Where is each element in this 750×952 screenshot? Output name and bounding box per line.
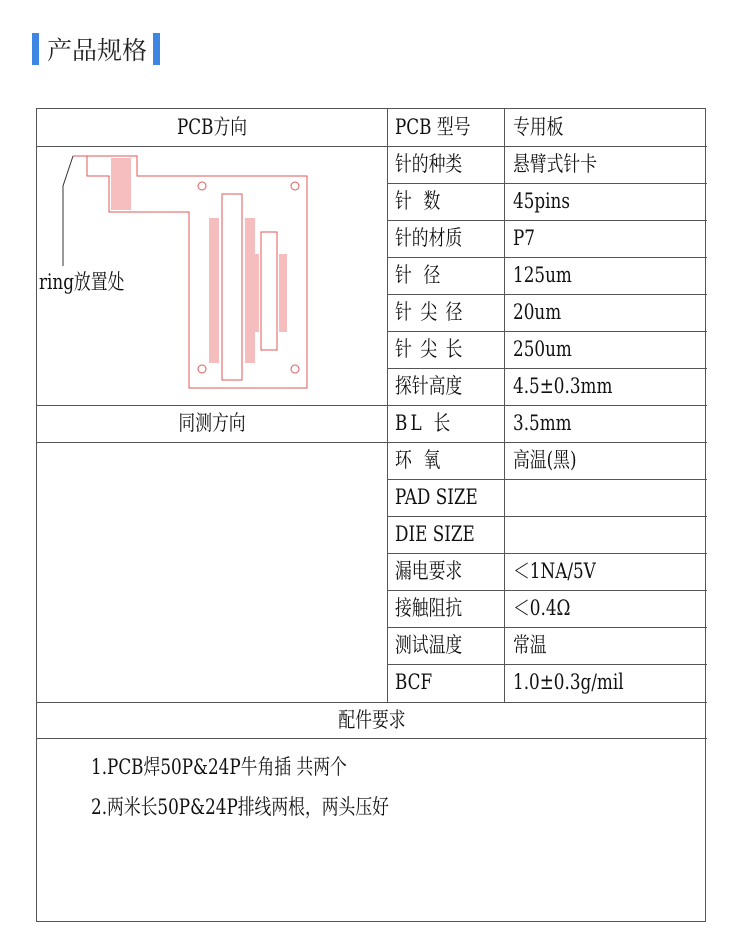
spec-value: ＜1NA/5V xyxy=(513,559,596,583)
spec-label: 针 数 xyxy=(395,189,444,213)
spec-label: 探针高度 xyxy=(395,374,463,398)
header-accent-bar-right xyxy=(153,33,160,65)
header-accent-bar-left xyxy=(32,33,39,65)
spec-label: 针的种类 xyxy=(395,152,463,176)
spec-label: 针的材质 xyxy=(395,226,463,250)
ring-position-label: ring放置处 xyxy=(39,270,125,294)
spec-label: 环 氧 xyxy=(395,448,444,472)
spec-label: PCB 型号 xyxy=(395,115,471,139)
spec-value: 1.0±0.3g/mil xyxy=(513,670,624,694)
section-header xyxy=(32,31,160,67)
accessory-title: 配件要求 xyxy=(338,708,406,732)
spec-label: 针 尖 长 xyxy=(395,337,465,361)
accessory-item: 2.两米长50P&24P排线两根，两头压好 xyxy=(91,795,389,819)
spec-value: 高温(黑) xyxy=(513,448,577,472)
spec-value: 250um xyxy=(513,337,572,361)
spec-value: 专用板 xyxy=(513,115,564,139)
spec-value: ＜0.4Ω xyxy=(513,596,571,620)
spec-value: P7 xyxy=(513,226,535,250)
spec-value: 20um xyxy=(513,300,562,324)
spec-value: 4.5±0.3mm xyxy=(513,374,613,398)
spec-value: 3.5mm xyxy=(513,411,572,435)
spec-label: 测试温度 xyxy=(395,633,463,657)
row-line xyxy=(37,442,707,443)
accessory-item: 1.PCB焊50P&24P牛角插 共两个 xyxy=(91,755,347,779)
test-direction-header: 同测方向 xyxy=(178,411,246,435)
spec-table xyxy=(36,108,706,922)
spec-label: 针 径 xyxy=(395,263,444,287)
pcb-direction-header: PCB方向 xyxy=(176,115,248,139)
spec-label: BL 长 xyxy=(395,411,454,435)
pcb-diagram xyxy=(37,146,387,405)
spec-label: 漏电要求 xyxy=(395,559,463,583)
spec-label: DIE SIZE xyxy=(395,522,475,546)
spec-value: 125um xyxy=(513,263,572,287)
spec-label: PAD SIZE xyxy=(395,485,478,509)
section-title: 产品规格 xyxy=(47,36,148,65)
spec-value: 悬臂式针卡 xyxy=(513,152,597,176)
spec-label: BCF xyxy=(395,670,433,694)
spec-label: 接触阻抗 xyxy=(395,596,463,620)
spec-label: 针 尖 径 xyxy=(395,300,465,324)
spec-value: 常温 xyxy=(513,633,547,657)
spec-value: 45pins xyxy=(513,189,570,213)
